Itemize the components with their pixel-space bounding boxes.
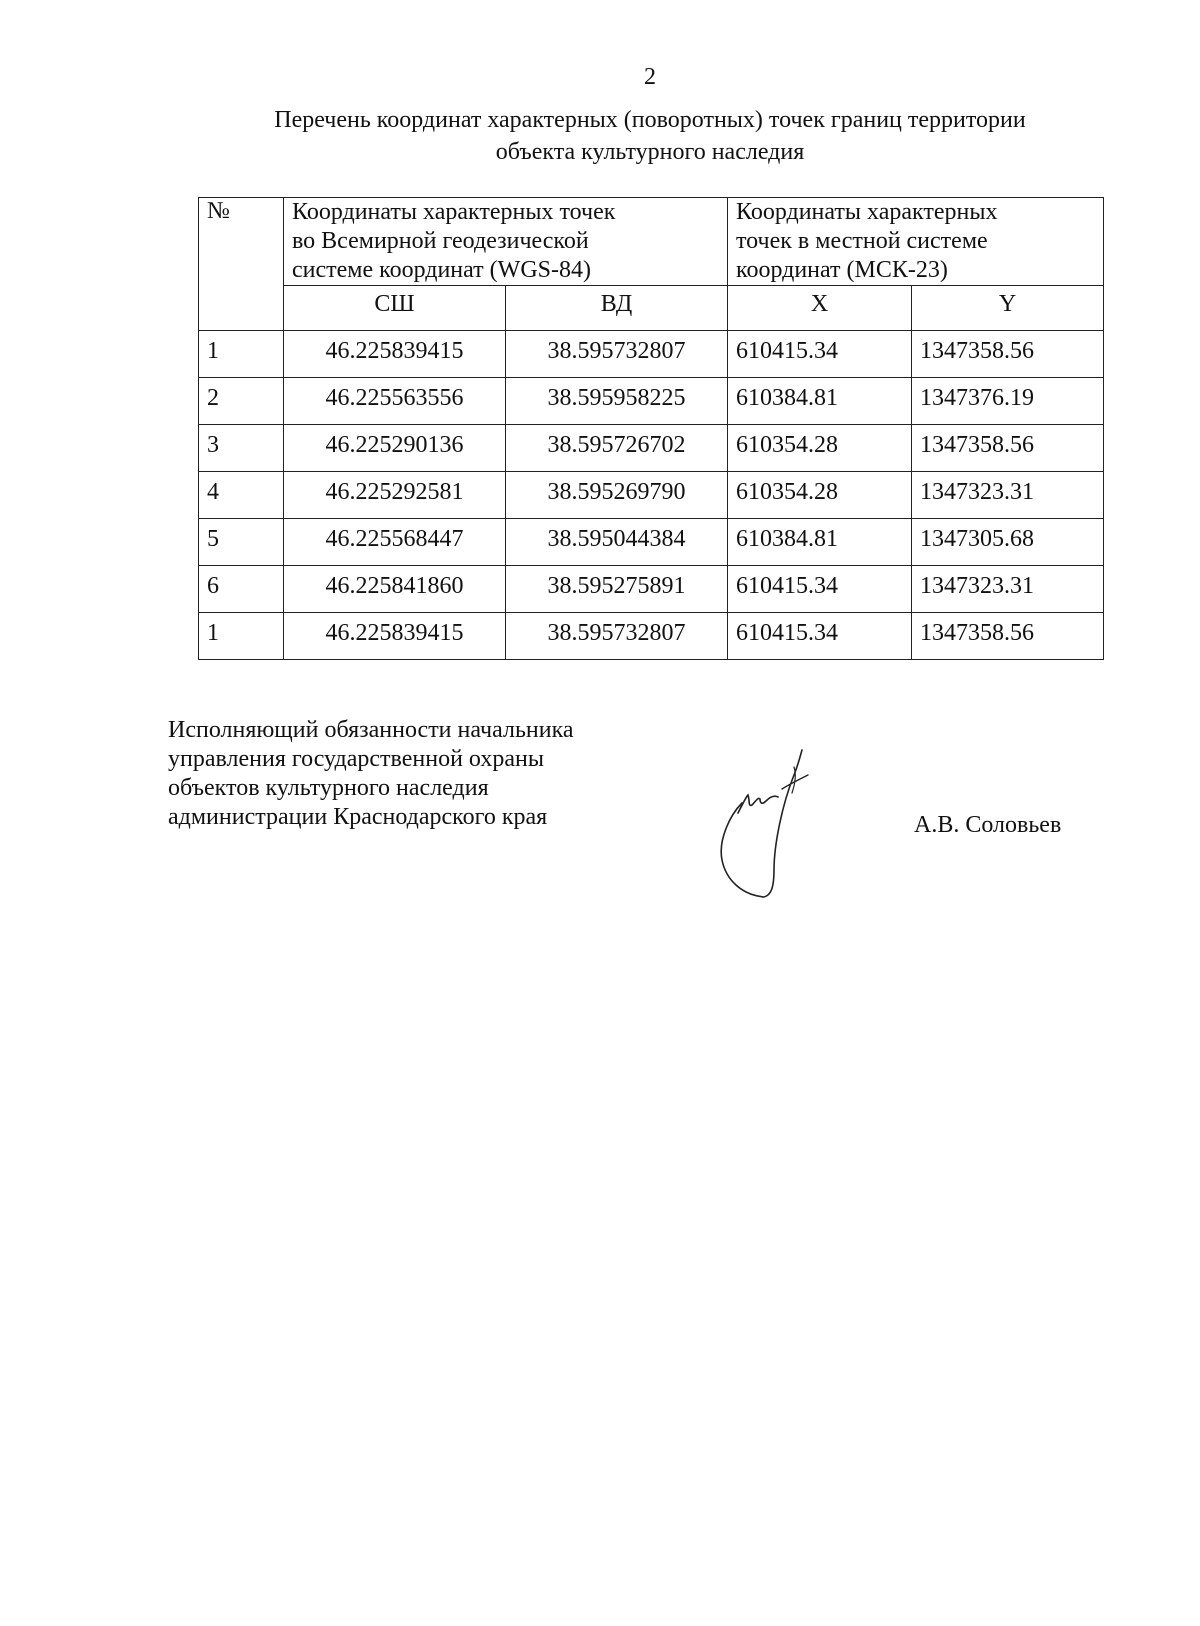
cell-number: 6 bbox=[199, 566, 284, 613]
page-number: 2 bbox=[644, 64, 656, 90]
document-title bbox=[0, 104, 1200, 168]
coordinates-table bbox=[198, 197, 1104, 660]
cell-x: 610354.28 bbox=[728, 472, 912, 519]
cell-lat: 46.225563556 bbox=[284, 378, 506, 425]
cell-number: 3 bbox=[199, 425, 284, 472]
cell-lon: 38.595958225 bbox=[506, 378, 728, 425]
table-row bbox=[199, 566, 1104, 613]
cell-y: 1347323.31 bbox=[912, 566, 1104, 613]
cell-number: 2 bbox=[199, 378, 284, 425]
signer-position bbox=[168, 716, 574, 832]
table-row bbox=[199, 425, 1104, 472]
header-lon: ВД bbox=[506, 286, 728, 331]
table-row bbox=[199, 331, 1104, 378]
cell-y: 1347376.19 bbox=[912, 378, 1104, 425]
cell-x: 610354.28 bbox=[728, 425, 912, 472]
table-header-row bbox=[199, 198, 1104, 286]
cell-number: 1 bbox=[199, 613, 284, 660]
cell-number: 4 bbox=[199, 472, 284, 519]
table-subheader-row bbox=[199, 286, 1104, 331]
table-row bbox=[199, 472, 1104, 519]
cell-x: 610415.34 bbox=[728, 613, 912, 660]
cell-lat: 46.225290136 bbox=[284, 425, 506, 472]
header-msk-line: Координаты характерных bbox=[736, 199, 998, 225]
signer-name: А.В. Соловьев bbox=[914, 812, 1062, 838]
cell-lon: 38.595275891 bbox=[506, 566, 728, 613]
header-number: № bbox=[199, 198, 284, 331]
title-line-2: объекта культурного наследия bbox=[495, 139, 805, 165]
header-msk-group bbox=[728, 198, 1104, 286]
cell-y: 1347305.68 bbox=[912, 519, 1104, 566]
header-msk-line: координат (МСК-23) bbox=[736, 257, 948, 283]
table-row bbox=[199, 378, 1104, 425]
cell-lon: 38.595726702 bbox=[506, 425, 728, 472]
cell-lat: 46.225839415 bbox=[284, 613, 506, 660]
cell-lon: 38.595269790 bbox=[506, 472, 728, 519]
signer-position-line: администрации Краснодарского края bbox=[168, 804, 548, 830]
title-line-1: Перечень координат характерных (поворотных) точек границ территории bbox=[274, 107, 1026, 133]
signer-position-line: управления государственной охраны bbox=[168, 746, 544, 772]
header-lat: СШ bbox=[284, 286, 506, 331]
cell-lat: 46.225568447 bbox=[284, 519, 506, 566]
handwritten-signature bbox=[712, 745, 822, 905]
cell-lat: 46.225839415 bbox=[284, 331, 506, 378]
header-y: Y bbox=[912, 286, 1104, 331]
cell-y: 1347358.56 bbox=[912, 331, 1104, 378]
signer-position-line: Исполняющий обязанности начальника bbox=[168, 717, 574, 743]
cell-number: 1 bbox=[199, 331, 284, 378]
signer-position-line: объектов культурного наследия bbox=[168, 775, 489, 801]
header-wgs-line: во Всемирной геодезической bbox=[292, 228, 589, 254]
cell-x: 610415.34 bbox=[728, 331, 912, 378]
cell-x: 610415.34 bbox=[728, 566, 912, 613]
header-wgs-line: Координаты характерных точек bbox=[292, 199, 616, 225]
header-msk-line: точек в местной системе bbox=[736, 228, 988, 254]
table-row bbox=[199, 613, 1104, 660]
cell-number: 5 bbox=[199, 519, 284, 566]
table-row bbox=[199, 519, 1104, 566]
cell-y: 1347358.56 bbox=[912, 425, 1104, 472]
cell-lat: 46.225292581 bbox=[284, 472, 506, 519]
cell-lat: 46.225841860 bbox=[284, 566, 506, 613]
cell-lon: 38.595732807 bbox=[506, 613, 728, 660]
cell-x: 610384.81 bbox=[728, 378, 912, 425]
header-x: X bbox=[728, 286, 912, 331]
header-wgs-group bbox=[284, 198, 728, 286]
cell-y: 1347358.56 bbox=[912, 613, 1104, 660]
cell-lon: 38.595732807 bbox=[506, 331, 728, 378]
cell-y: 1347323.31 bbox=[912, 472, 1104, 519]
cell-lon: 38.595044384 bbox=[506, 519, 728, 566]
header-wgs-line: системе координат (WGS-84) bbox=[292, 257, 591, 283]
cell-x: 610384.81 bbox=[728, 519, 912, 566]
